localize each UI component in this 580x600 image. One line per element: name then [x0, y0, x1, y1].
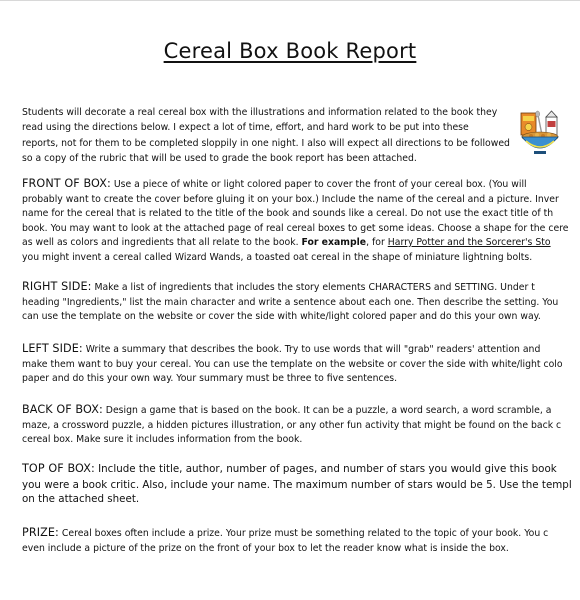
section-line	[22, 342, 580, 358]
section-line: cereal box. Make sure it includes information from the book.	[22, 434, 303, 445]
book-title: Harry Potter and the Sorcerer's Sto	[387, 237, 551, 248]
section-line: heading "Ingredients," list the main character and write a sentence about each one. Then describe the setting. You	[22, 296, 559, 308]
section-text: Design a game that is based on the book. It can be a puzzle, a word search, a word scramble, a	[102, 405, 552, 416]
section-text: Use a piece of white or light colored paper to cover the front of your cereal box. (You will	[110, 179, 527, 190]
document-title: Cereal Box Book Report	[163, 39, 417, 63]
cereal-bowl-icon	[516, 107, 566, 157]
section-heading: BACK OF BOX:	[22, 403, 103, 416]
section-line: probably want to create the cover before gluing it on your box.) Include the name of the cereal and a picture. Inver	[22, 193, 559, 205]
section-line: make them want to buy your cereal. You can use the template on the website or cover the side with white/light colo	[22, 358, 563, 370]
section-top-of-box	[22, 462, 580, 507]
intro-line: read using the directions below. I expect a lot of time, effort, and hard work to be put into these	[22, 122, 469, 134]
section-line	[22, 403, 580, 419]
section-text: Include the title, author, number of pages, and number of stars you would give this book	[94, 463, 557, 475]
section-line: on the attached sheet.	[22, 493, 140, 505]
section-right-side	[22, 280, 580, 325]
section-heading: PRIZE:	[22, 526, 59, 539]
section-text: Make a list of ingredients that includes the story elements CHARACTERS and SETTING. Under t	[91, 282, 535, 293]
section-heading: TOP OF BOX:	[22, 462, 95, 475]
section-heading: LEFT SIDE:	[22, 342, 83, 355]
section-line	[22, 462, 580, 478]
intro-paragraph	[22, 105, 580, 166]
section-text: , for	[366, 237, 388, 248]
example-label: For example	[301, 237, 367, 248]
section-text: Cereal boxes often include a prize. Your prize must be something related to the topic of your book. You c	[58, 528, 549, 539]
section-prize	[22, 526, 580, 556]
section-line: maze, a crossword puzzle, a hidden pictures illustration, or any other fun activity that might be found on the back c	[22, 419, 562, 431]
intro-line: so a copy of the rubric that will be used to grade the book report has been attached.	[22, 152, 417, 164]
section-text: Write a summary that describes the book. Try to use words that will "grab" readers' attention and	[82, 344, 541, 355]
section-line: book. You may want to look at the attached page of real cereal boxes to get some ideas. Choose a shape for the cere	[22, 222, 569, 234]
section-front-of-box	[22, 177, 580, 265]
section-line	[22, 526, 580, 542]
section-heading: FRONT OF BOX:	[22, 177, 111, 190]
section-back-of-box	[22, 403, 580, 448]
section-line: you were a book critic. Also, include your name. The maximum number of stars would be 5. Use the templ	[22, 478, 572, 491]
section-line: can use the template on the website or cover the side with white/light colored paper and do this your own way.	[22, 311, 541, 322]
section-left-side	[22, 342, 580, 387]
intro-line: reports, not for them to be completed sloppily in one night. I also will expect all directions to be followed	[22, 137, 510, 149]
section-line	[22, 177, 580, 193]
section-line: you might invent a cereal called Wizard Wands, a toasted oat cereal in the shape of miniature lightning bolts.	[22, 251, 533, 263]
section-line: name for the cereal that is related to the title of the book and sounds like a cereal. Do not use the exact title of th	[22, 208, 554, 219]
section-line: even include a picture of the prize on the front of your box to let the reader know what is inside the box.	[22, 542, 509, 554]
section-text: as well as colors and ingredients that all relate to the book.	[22, 237, 302, 248]
section-line	[22, 280, 580, 296]
section-line	[22, 236, 580, 251]
section-line: paper and do this your own way. Your summary must be three to five sentences.	[22, 373, 398, 384]
intro-line: Students will decorate a real cereal box with the illustrations and information related to the book they	[22, 107, 498, 118]
section-heading: RIGHT SIDE:	[22, 280, 92, 293]
